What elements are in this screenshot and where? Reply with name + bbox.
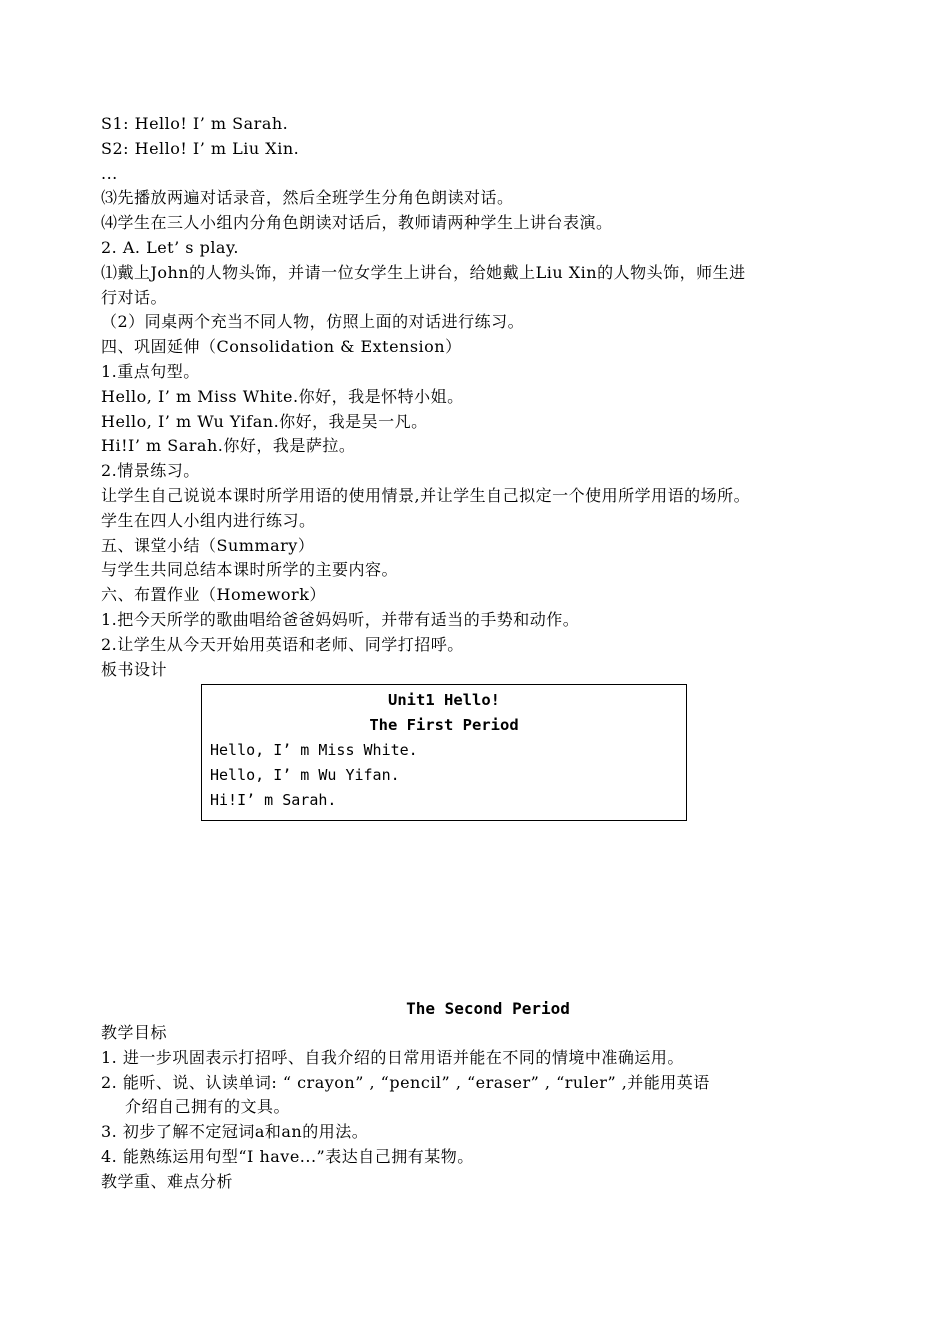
board-line: Hello, I’ m Wu Yifan. — [210, 766, 400, 784]
blackboard-design-box — [201, 684, 687, 821]
second-period-section — [101, 996, 861, 1195]
text-line: ⑷学生在三人小组内分角色朗读对话后，教师请两种学生上讲台表演。 — [101, 213, 613, 233]
text-line: Hello, I’ m Wu Yifan.你好，我是吴一凡。 — [101, 411, 428, 431]
lesson-plan-text — [101, 112, 861, 682]
text-line: 与学生共同总结本课时所学的主要内容。 — [101, 560, 399, 580]
text-line: S2: Hello! I’ m Liu Xin. — [101, 138, 300, 158]
section-heading: 四、巩固延伸（Consolidation & Extension） — [101, 337, 462, 357]
goals-heading: 教学目标 — [101, 1023, 168, 1042]
text-line: ... — [101, 163, 118, 183]
text-line: 1.把今天所学的歌曲唱给爸爸妈妈听，并带有适当的手势和动作。 — [101, 609, 580, 629]
section-heading: 六、布置作业（Homework） — [101, 585, 326, 605]
goal-item: 4. 能熟练运用句型“I have...”表达自己拥有某物。 — [101, 1146, 474, 1166]
board-design-label: 板书设计 — [101, 659, 168, 679]
text-line: 1.重点句型。 — [101, 361, 200, 381]
text-line: Hi!I’ m Sarah.你好，我是萨拉。 — [101, 436, 356, 456]
text-line: 2.让学生从今天开始用英语和老师、同学打招呼。 — [101, 634, 464, 654]
text-line: 2.情景练习。 — [101, 461, 200, 481]
text-line: S1: Hello! I’ m Sarah. — [101, 114, 289, 133]
text-line: 2. A. Let’ s play. — [101, 237, 239, 257]
text-line: 学生在四人小组内进行练习。 — [101, 510, 316, 530]
text-line: （2）同桌两个充当不同人物，仿照上面的对话进行练习。 — [101, 312, 525, 332]
goal-item: 2. 能听、说、认读单词: “ crayon” , “pencil” , “eraser” , “ruler” ,并能用英语 — [101, 1072, 710, 1092]
goal-item-continued: 介绍自己拥有的文具。 — [125, 1097, 291, 1117]
period-title: The Second Period — [406, 999, 570, 1018]
board-line: Hello, I’ m Miss White. — [210, 741, 418, 759]
board-subtitle: The First Period — [369, 716, 519, 734]
goal-item: 1. 进一步巩固表示打招呼、自我介绍的日常用语并能在不同的情境中准确运用。 — [101, 1047, 684, 1067]
section-heading: 五、课堂小结（Summary） — [101, 535, 315, 555]
board-title: Unit1 Hello! — [388, 691, 500, 709]
text-line: 让学生自己说说本课时所学用语的使用情景,并让学生自己拟定一个使用所学用语的场所。 — [101, 485, 751, 505]
analysis-heading: 教学重、难点分析 — [101, 1171, 234, 1191]
text-line: Hello, I’ m Miss White.你好，我是怀特小姐。 — [101, 386, 464, 406]
goal-item: 3. 初步了解不定冠词a和an的用法。 — [101, 1122, 369, 1142]
board-line: Hi!I’ m Sarah. — [210, 791, 337, 809]
text-line: ⑶先播放两遍对话录音，然后全班学生分角色朗读对话。 — [101, 188, 514, 208]
text-line: 行对话。 — [101, 287, 168, 307]
text-line: ⑴戴上John的人物头饰，并请一位女学生上讲台，给她戴上Liu Xin的人物头饰，师生进 — [101, 262, 746, 282]
